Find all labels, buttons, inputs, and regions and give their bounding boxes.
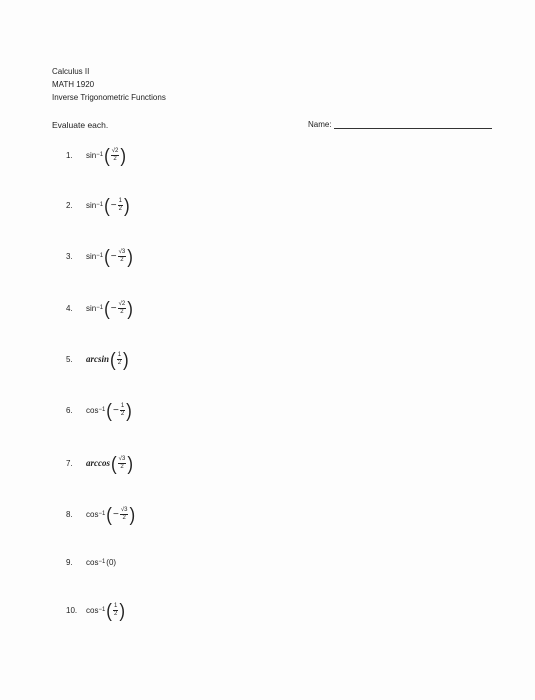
numerator: 1: [113, 602, 118, 609]
name-label: Name:: [308, 120, 332, 129]
fraction: [118, 198, 123, 213]
exponent: −1: [98, 559, 106, 565]
fraction: [117, 352, 122, 367]
open-paren: (: [110, 348, 116, 370]
function-name: arccos: [86, 458, 110, 468]
numerator: √3: [118, 248, 126, 255]
exponent: −1: [96, 202, 104, 208]
problem-number: 3.: [66, 251, 73, 261]
open-paren: (: [106, 399, 112, 421]
fraction: [118, 249, 127, 264]
function-name: sin: [86, 303, 97, 313]
function-name: cos: [86, 557, 99, 567]
minus-sign: −: [110, 302, 117, 314]
close-paren: ): [123, 194, 130, 216]
close-paren: ): [119, 599, 125, 621]
fraction: [118, 456, 127, 471]
problem-number: 5.: [66, 354, 73, 364]
close-paren: ): [123, 348, 129, 370]
numerator: 1: [120, 402, 125, 409]
exponent: −1: [96, 152, 104, 158]
close-paren: ): [120, 144, 127, 166]
problem-3: [66, 243, 134, 269]
problem-4: [66, 295, 134, 321]
course-code: MATH 1920: [52, 80, 95, 89]
close-paren: ): [127, 452, 133, 474]
minus-sign: −: [110, 199, 117, 211]
denominator: 2: [113, 155, 117, 162]
problem-1: [66, 142, 127, 168]
fraction: [118, 301, 127, 316]
denominator: 2: [118, 205, 122, 212]
problem-2: [66, 192, 131, 218]
denominator: 2: [113, 610, 118, 617]
exponent: −1: [96, 253, 104, 259]
problem-number: 4.: [66, 303, 73, 313]
name-field: [308, 120, 492, 129]
open-paren: (: [111, 452, 117, 474]
minus-sign: −: [112, 508, 119, 520]
instructions: Evaluate each.: [52, 120, 109, 130]
exponent: −1: [98, 607, 106, 613]
problem-9: [66, 549, 116, 575]
open-paren: (: [104, 194, 110, 216]
course-title: Calculus II: [52, 67, 90, 76]
open-paren: (: [104, 245, 110, 267]
open-paren: (: [104, 297, 110, 319]
function-name: sin: [86, 251, 97, 261]
problem-7: [66, 450, 134, 476]
numerator: √3: [118, 455, 126, 462]
function-name: sin: [86, 150, 97, 160]
open-paren: (: [106, 503, 112, 525]
close-paren: ): [126, 399, 132, 421]
problem-number: 6.: [66, 405, 73, 415]
function-name: sin: [86, 200, 97, 210]
problem-number: 9.: [66, 557, 73, 567]
denominator: 2: [122, 514, 126, 521]
problem-number: 1.: [66, 150, 73, 160]
problem-5: [66, 346, 130, 372]
exponent: −1: [98, 511, 106, 517]
fraction: [111, 148, 120, 163]
problem-number: 2.: [66, 200, 73, 210]
numerator: 1: [117, 351, 122, 358]
exponent: −1: [98, 407, 106, 413]
function-name: cos: [86, 605, 99, 615]
argument: (0): [106, 557, 117, 567]
exponent: −1: [96, 305, 104, 311]
close-paren: ): [129, 503, 136, 525]
close-paren: ): [127, 297, 133, 319]
denominator: 2: [120, 410, 125, 417]
fraction: [120, 403, 125, 418]
name-blank-line: [334, 120, 492, 129]
numerator: √2: [118, 300, 126, 307]
numerator: √3: [120, 506, 128, 513]
denominator: 2: [120, 463, 124, 470]
function-name: arcsin: [86, 354, 110, 364]
function-name: cos: [86, 509, 99, 519]
minus-sign: −: [112, 404, 119, 416]
denominator: 2: [120, 256, 124, 263]
problem-number: 8.: [66, 509, 73, 519]
close-paren: ): [127, 245, 133, 267]
fraction: [120, 507, 129, 522]
numerator: √2: [111, 147, 119, 154]
denominator: 2: [120, 308, 124, 315]
problem-8: [66, 501, 136, 527]
problem-10: [66, 597, 126, 623]
problem-number: 7.: [66, 458, 73, 468]
open-paren: (: [106, 599, 112, 621]
denominator: 2: [117, 359, 122, 366]
minus-sign: −: [110, 250, 117, 262]
worksheet-topic: Inverse Trigonometric Functions: [52, 93, 166, 102]
open-paren: (: [104, 144, 110, 166]
numerator: 1: [118, 197, 122, 204]
fraction: [113, 603, 118, 618]
problem-6: [66, 397, 133, 423]
problem-number: 10.: [66, 605, 78, 615]
function-name: cos: [86, 405, 99, 415]
